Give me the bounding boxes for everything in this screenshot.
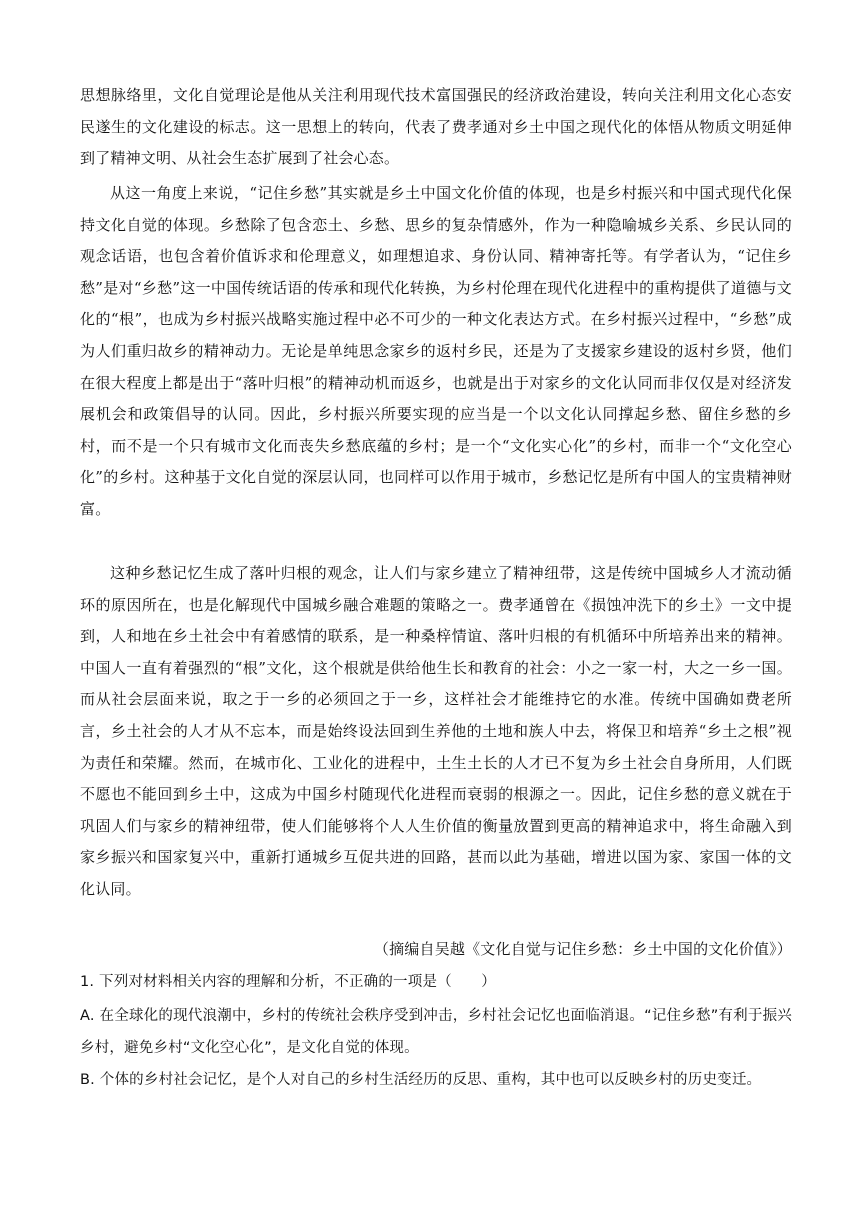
question-1-stem: 1. 下列对材料相关内容的理解和分析，不正确的一项是（ ） — [80, 974, 496, 990]
source-citation: （摘编自吴越《文化自觉与记住乡愁：乡土中国的文化价值》） — [373, 940, 792, 958]
body-paragraph-2: 从这一角度上来说，“记住乡愁”其实就是乡土中国文化价值的体现，也是乡村振兴和中国式现代化保持文化自觉的体现。乡愁除了包含恋土、乡愁、思乡的复杂情感外，作为一种隐喻城乡关系、乡民认同的观念话语，也包含着价值诉求和伦理意义，如理想追求、身份认同、精神寄托等。有学者认为，“记住乡愁”是对“乡愁”这一中国传统话语的传承和现代化转换，为乡村伦理在现代化进程中的重构提供了道德与文化的“根”，也成为乡村振兴战略实施过程中必不可少的一种文化表达方式。在乡村振兴过程中，“乡愁”成为人们重归故乡的精神动力。无论是单纯思念家乡的返村乡民，还是为了支援家乡建设的返村乡贤，他们在很大程度上都是出于“落叶归根”的精神动机而返乡，也就是出于对家乡的文化认同而非仅仅是对经济发展机会和政策倡导的认同。因此，乡村振兴所要实现的应当是一个以文化认同撑起乡愁、留住乡愁的乡村，而不是一个只有城市文化而丧失乡愁底蕴的乡村；是一个“文化实心化”的乡村，而非一个“文化空心化”的乡村。这种基于文化自觉的深层认同，也同样可以作用于城市，乡愁记忆是所有中国人的宝贵精神财富。 — [80, 184, 792, 518]
question-1-option-b: B. 个体的乡村社会记忆，是个人对自己的乡村生活经历的反思、重构，其中也可以反映乡村的历史变迁。 — [80, 1072, 762, 1088]
body-paragraph-1: 思想脉络里，文化自觉理论是他从关注利用现代技术富国强民的经济政治建设，转向关注利用文化心态安民遂生的文化建设的标志。这一思想上的转向，代表了费孝通对乡土中国之现代化的体悟从物质文明延伸到了精神文明、从社会生态扩展到了社会心态。 — [80, 86, 792, 168]
question-1-option-a: A. 在全球化的现代浪潮中，乡村的传统社会秩序受到冲击，乡村社会记忆也面临消退。“记住乡愁”有利于振兴乡村，避免乡村“文化空心化”，是文化自觉的体现。 — [80, 1008, 792, 1056]
body-paragraph-3: 这种乡愁记忆生成了落叶归根的观念，让人们与家乡建立了精神纽带，这是传统中国城乡人才流动循环的原因所在，也是化解现代中国城乡融合难题的策略之一。费孝通曾在《损蚀冲洗下的乡土》一文中提到，人和地在乡土社会中有着感情的联系，是一种桑梓情谊、落叶归根的有机循环中所培养出来的精神。中国人一直有着强烈的“根”文化，这个根就是供给他生长和教育的社会：小之一家一村，大之一乡一国。而从社会层面来说，取之于一乡的必须回之于一乡，这样社会才能维持它的水准。传统中国确如费老所言，乡土社会的人才从不忘本，而是始终设法回到生养他的土地和族人中去，将保卫和培养“乡土之根”视为责任和荣耀。然而，在城市化、工业化的进程中，土生土长的人才已不复为乡土社会自身所用，人们既不愿也不能回到乡土中，这成为中国乡村随现代化进程而衰弱的根源之一。因此，记住乡愁的意义就在于巩固人们与家乡的精神纽带，使人们能够将个人人生价值的衡量放置到更高的精神追求中，将生命融入到家乡振兴和国家复兴中，重新打通城乡互促共进的回路，甚而以此为基础，增进以国为家、家国一体的文化认同。 — [80, 564, 792, 898]
